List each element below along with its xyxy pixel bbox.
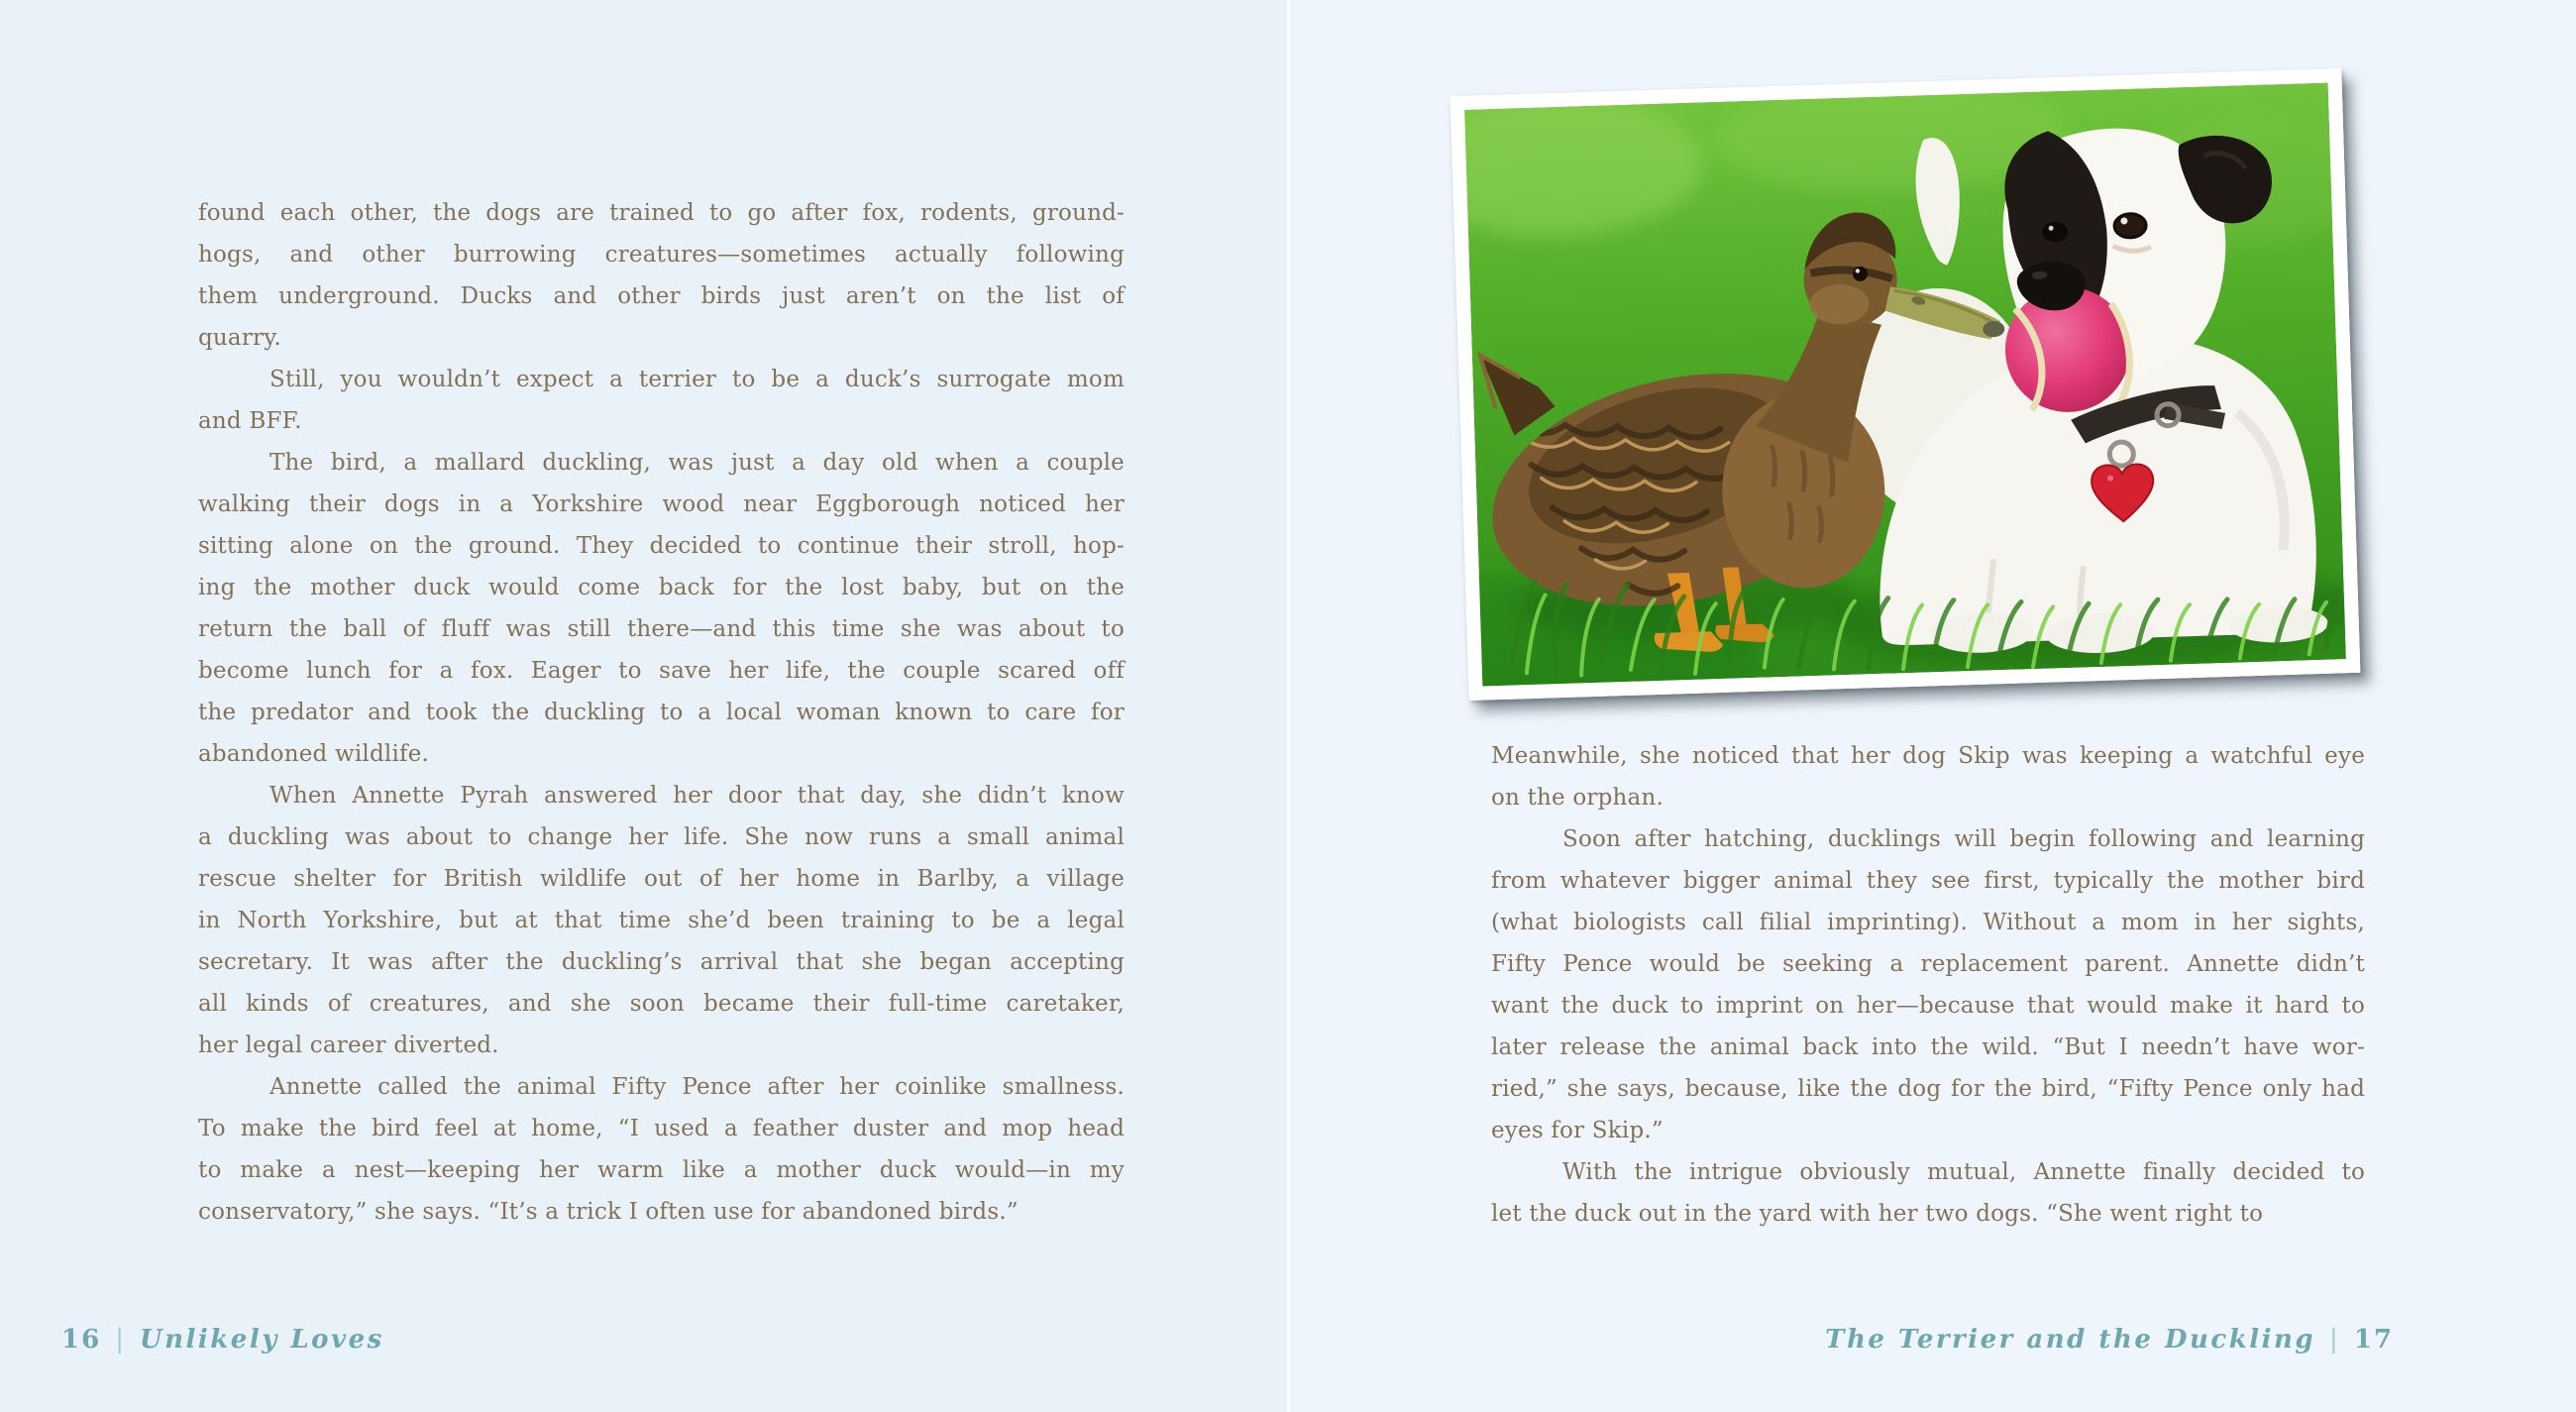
right-page-footer <box>1825 1325 2394 1355</box>
text-line: them underground. Ducks and other birds just aren’t on the list of <box>198 283 1125 309</box>
text-line: eyes for Skip.” <box>1491 1118 1664 1143</box>
footer-separator: | <box>2329 1325 2340 1355</box>
text-line: return the ball of fluff was still there—and this time she was about to <box>198 616 1125 642</box>
text-line: let the duck out in the yard with her two dogs. “She went right to <box>1491 1201 2264 1227</box>
text-line: walking their dogs in a Yorkshire wood near Eggborough noticed her <box>198 491 1125 517</box>
text-line: To make the bird feel at home, “I used a feather duster and mop head <box>198 1116 1125 1141</box>
text-line: When Annette Pyrah answered her door that day, she didn’t know <box>269 783 1125 809</box>
text-line: later release the animal back into the wild. “But I needn’t have wor- <box>1491 1034 2365 1060</box>
text-line: The bird, a mallard duckling, was just a day old when a couple <box>269 450 1125 476</box>
right-page-number: 17 <box>2353 1325 2394 1355</box>
text-line: become lunch for a fox. Eager to save her life, the couple scared off <box>198 658 1125 684</box>
left-page-footer <box>61 1325 384 1355</box>
text-line: Meanwhile, she noticed that her dog Skip was keeping a watchful eye <box>1491 743 2365 769</box>
text-line: a duckling was about to change her life. She now runs a small animal <box>198 824 1125 850</box>
text-line: Soon after hatching, ducklings will begin following and learning <box>1562 826 2365 852</box>
footer-separator: | <box>115 1325 126 1355</box>
text-line: ried,” she says, because, like the dog for the bird, “Fifty Pence only had <box>1491 1076 2365 1102</box>
duck-and-terrier-photo <box>1464 82 2346 686</box>
text-line: Still, you wouldn’t expect a terrier to be a duck’s surrogate mom <box>269 367 1125 392</box>
text-line: (what biologists call filial imprinting). Without a mom in her sights, <box>1491 910 2365 935</box>
text-line: Fifty Pence would be seeking a replacement parent. Annette didn’t <box>1491 951 2365 977</box>
chapter-title: The Terrier and the Duckling <box>1825 1325 2316 1355</box>
text-line: and BFF. <box>198 408 302 434</box>
text-line: in North Yorkshire, but at that time she’d been training to be a legal <box>198 908 1125 933</box>
text-line: ing the mother duck would come back for the lost baby, but on the <box>198 575 1125 600</box>
left-page-text-block <box>198 192 1125 1233</box>
left-page-number: 16 <box>61 1325 102 1355</box>
text-line: from whatever bigger animal they see first, typically the mother bird <box>1491 868 2365 894</box>
photo-frame <box>1450 68 2361 701</box>
text-line: sitting alone on the ground. They decided to continue their stroll, hop- <box>198 533 1125 559</box>
right-page-text-block <box>1491 735 2365 1235</box>
book-title: Unlikely Loves <box>139 1325 384 1355</box>
text-line: conservatory,” she says. “It’s a trick I often use for abandoned birds.” <box>198 1199 1019 1225</box>
text-line: secretary. It was after the duckling’s arrival that she began accepting <box>198 949 1125 975</box>
text-line: on the orphan. <box>1491 785 1664 811</box>
text-line: With the intrigue obviously mutual, Annette finally decided to <box>1562 1159 2365 1185</box>
text-line: the predator and took the duckling to a local woman known to care for <box>198 700 1125 725</box>
text-line: rescue shelter for British wildlife out of her home in Barlby, a village <box>198 866 1125 892</box>
text-line: all kinds of creatures, and she soon became their full-time caretaker, <box>198 991 1125 1017</box>
text-line: want the duck to imprint on her—because that would make it hard to <box>1491 993 2365 1019</box>
text-line: found each other, the dogs are trained to go after fox, rodents, ground- <box>198 200 1125 226</box>
text-line: to make a nest—keeping her warm like a mother duck would—in my <box>198 1157 1125 1183</box>
text-line: Annette called the animal Fifty Pence after her coinlike smallness. <box>269 1074 1125 1100</box>
text-line: hogs, and other burrowing creatures—sometimes actually following <box>198 242 1125 268</box>
page-spine-divider <box>1287 0 1290 1412</box>
text-line: abandoned wildlife. <box>198 741 430 767</box>
text-line: quarry. <box>198 325 281 351</box>
text-line: her legal career diverted. <box>198 1032 499 1058</box>
